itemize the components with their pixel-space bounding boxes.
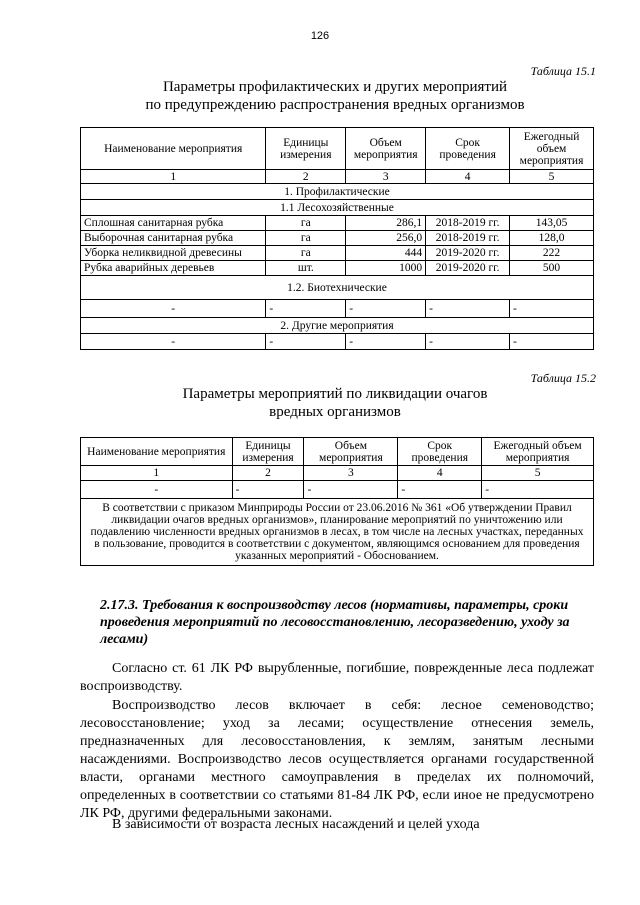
table1-section-row bbox=[81, 318, 594, 334]
table1-cell: 2018-2019 гг. bbox=[426, 231, 510, 246]
table1-col-number: 1 bbox=[81, 170, 266, 184]
table1-cell: Сплошная санитарная рубка bbox=[81, 216, 266, 231]
table1-section1: 1. Профилактические bbox=[81, 184, 594, 200]
table1-cell: Уборка неликвидной древесины bbox=[81, 246, 266, 261]
table-row bbox=[81, 481, 594, 499]
table1-dash-cell: - bbox=[426, 300, 510, 318]
table1-cell: Выборочная санитарная рубка bbox=[81, 231, 266, 246]
table1-dash-cell: - bbox=[266, 300, 346, 318]
table1-cell: га bbox=[266, 216, 346, 231]
table1-section-row bbox=[81, 276, 594, 300]
table1-title-line1: Параметры профилактических и других мероприятий bbox=[162, 79, 508, 95]
table2-dash-cell: - bbox=[304, 481, 398, 499]
table1 bbox=[80, 127, 594, 350]
table1-cell: 444 bbox=[346, 246, 426, 261]
table2-col-number: 4 bbox=[398, 466, 482, 481]
paragraph: Согласно ст. 61 ЛК РФ вырубленные, погибшие, поврежденные леса подлежат воспроизводству. bbox=[80, 661, 594, 694]
table1-cell: га bbox=[266, 231, 346, 246]
table-row bbox=[81, 246, 594, 261]
section-heading bbox=[100, 597, 594, 648]
table1-cell: 2018-2019 гг. bbox=[426, 216, 510, 231]
table1-dash-cell: - bbox=[81, 334, 266, 350]
table1-cell: 143,05 bbox=[510, 216, 594, 231]
table1-cell: 286,1 bbox=[346, 216, 426, 231]
table-row bbox=[81, 231, 594, 246]
table1-header-volume: Объем мероприятия bbox=[346, 128, 426, 170]
table2-dash-cell: - bbox=[232, 481, 304, 499]
table2-header-period: Срок проведения bbox=[398, 438, 482, 466]
table1-section-row bbox=[81, 200, 594, 216]
table2-header-units: Единицы измерения bbox=[232, 438, 304, 466]
table1-dash-cell: - bbox=[510, 334, 594, 350]
table1-dash-cell: - bbox=[510, 300, 594, 318]
table2-note-row bbox=[81, 499, 594, 566]
table1-cell: га bbox=[266, 246, 346, 261]
table2-header-name: Наименование мероприятия bbox=[81, 438, 233, 466]
table1-header-units: Единицы измерения bbox=[266, 128, 346, 170]
section-number: 2.17.3. bbox=[100, 598, 139, 613]
table2-col-number: 2 bbox=[232, 466, 304, 481]
table1-section1-2: 1.2. Биотехнические bbox=[81, 276, 594, 300]
table2-number-row bbox=[81, 466, 594, 481]
table1-title bbox=[80, 78, 590, 114]
table1-header-period: Срок проведения bbox=[426, 128, 510, 170]
table1-label: Таблица 15.1 bbox=[530, 64, 596, 78]
table1-cell: 2019-2020 гг. bbox=[426, 261, 510, 276]
table-row bbox=[81, 334, 594, 350]
table1-cell: 1000 bbox=[346, 261, 426, 276]
table2-label: Таблица 15.2 bbox=[530, 371, 596, 385]
table1-dash-cell: - bbox=[346, 334, 426, 350]
table2-dash-cell: - bbox=[482, 481, 594, 499]
table1-dash-cell: - bbox=[266, 334, 346, 350]
table2-title bbox=[80, 385, 590, 421]
table1-cell: Рубка аварийных деревьев bbox=[81, 261, 266, 276]
table1-col-number: 4 bbox=[426, 170, 510, 184]
table1-dash-cell: - bbox=[426, 334, 510, 350]
table1-section1-1: 1.1 Лесохозяйственные bbox=[81, 200, 594, 216]
table1-cell: 500 bbox=[510, 261, 594, 276]
table1-cell: 2019-2020 гг. bbox=[426, 246, 510, 261]
table2-title-line2: вредных организмов bbox=[269, 404, 401, 420]
table1-col-number: 5 bbox=[510, 170, 594, 184]
table2-header-row bbox=[81, 438, 594, 466]
table2-col-number: 3 bbox=[304, 466, 398, 481]
table1-col-number: 2 bbox=[266, 170, 346, 184]
table1-header-name: Наименование мероприятия bbox=[81, 128, 266, 170]
table2-title-line1: Параметры мероприятий по ликвидации очагов bbox=[182, 386, 488, 402]
table2-dash-cell: - bbox=[398, 481, 482, 499]
section-title: Требования к воспроизводству лесов (нормативы, параметры, сроки проведения мероприятий по лесовосстановлению, лесоразведению, уходу за лесами) bbox=[100, 598, 570, 647]
table1-section2: 2. Другие мероприятия bbox=[81, 318, 594, 334]
table1-title-line2: по предупреждению распространения вредных организмов bbox=[145, 97, 525, 113]
table1-header-row bbox=[81, 128, 594, 170]
table1-cell: 128,0 bbox=[510, 231, 594, 246]
table1-number-row bbox=[81, 170, 594, 184]
table2-col-number: 1 bbox=[81, 466, 233, 481]
table2-col-number: 5 bbox=[482, 466, 594, 481]
page-number: 126 bbox=[310, 30, 330, 42]
table-row bbox=[81, 261, 594, 276]
table1-col-number: 3 bbox=[346, 170, 426, 184]
table2-note: В соответствии с приказом Минприроды России от 23.06.2016 № 361 «Об утверждении Правил ликвидации очагов вредных организмов», планирование мероприятий по уничтожению или подавлению численности вредных организмов в лесах, в том числе на лесных участках, переданных в пользование, проводится в соответствии с документом, являющимся основанием для проведения указанных мероприятий - Обоснованием. bbox=[81, 499, 594, 566]
table1-section-row bbox=[81, 184, 594, 200]
table1-dash-cell: - bbox=[81, 300, 266, 318]
paragraph: В зависимости от возраста лесных насаждений и целей ухода bbox=[112, 817, 480, 832]
table2 bbox=[80, 437, 594, 566]
table1-dash-cell: - bbox=[346, 300, 426, 318]
table1-cell: шт. bbox=[266, 261, 346, 276]
table2-header-annual: Ежегодный объем мероприятия bbox=[482, 438, 594, 466]
table2-dash-cell: - bbox=[81, 481, 233, 499]
table1-cell: 222 bbox=[510, 246, 594, 261]
table-row bbox=[81, 216, 594, 231]
table2-header-volume: Объем мероприятия bbox=[304, 438, 398, 466]
table-row bbox=[81, 300, 594, 318]
table1-cell: 256,0 bbox=[346, 231, 426, 246]
table1-header-annual: Ежегодный объем мероприятия bbox=[510, 128, 594, 170]
paragraph: Воспроизводство лесов включает в себя: лесное семеноводство; лесовосстановление; уход за лесами; осуществление отнесения земель, предназначенных для лесовосстановления, к землям, занятым лесными насаждениями. Воспроизводство лесов осуществляется органами государственной власти, органами местного самоуправления в пределах их полномочий, определенных в соответствии со статьями 81-84 ЛК РФ, если иное не предусмотрено ЛК РФ, другими федеральными законами. bbox=[80, 698, 594, 821]
